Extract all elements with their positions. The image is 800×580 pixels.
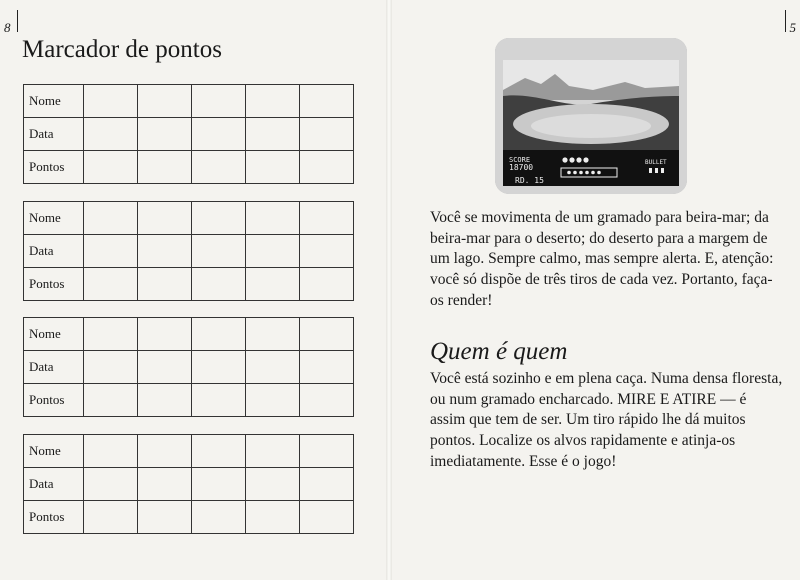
score-cell xyxy=(300,202,354,235)
paragraph-hunting: Você está sozinho e em plena caça. Numa densa floresta, ou num gramado encharcado. MIRE E ATIRE — é assim que tem de ser. Um tiro rápido lhe dá muitos pontos. Localize os alvos rapidamente e atinja-os imediatamente. Esse é o jogo! xyxy=(430,370,783,470)
table-row xyxy=(24,85,354,118)
hit-marker-icon xyxy=(579,171,583,175)
score-cell xyxy=(84,384,138,417)
score-cell xyxy=(246,384,300,417)
row-label: Pontos xyxy=(24,384,84,417)
row-label: Data xyxy=(24,235,84,268)
table-row xyxy=(24,202,354,235)
score-cell xyxy=(138,351,192,384)
score-cell xyxy=(84,235,138,268)
score-cell xyxy=(246,435,300,468)
left-page xyxy=(0,0,388,580)
bullet-icon xyxy=(655,168,658,173)
score-cell xyxy=(138,268,192,301)
duck-icon xyxy=(562,157,567,162)
score-cell xyxy=(84,351,138,384)
score-cell xyxy=(300,151,354,184)
score-cell xyxy=(246,235,300,268)
hit-marker-icon xyxy=(573,171,577,175)
score-cell xyxy=(138,501,192,534)
score-cell xyxy=(300,318,354,351)
table-row xyxy=(24,268,354,301)
page-tick-left xyxy=(17,10,18,32)
score-cell xyxy=(138,235,192,268)
score-cell xyxy=(138,468,192,501)
page-number-left: 8 xyxy=(4,20,11,35)
table-row xyxy=(24,235,354,268)
score-cell xyxy=(84,435,138,468)
table-row xyxy=(24,435,354,468)
game-scene xyxy=(495,38,687,194)
score-cell xyxy=(246,468,300,501)
row-label: Data xyxy=(24,468,84,501)
score-cell xyxy=(192,235,246,268)
score-cell xyxy=(300,85,354,118)
score-cell xyxy=(300,468,354,501)
score-cell xyxy=(192,118,246,151)
hud-round: RD. 15 xyxy=(515,176,544,185)
row-label: Pontos xyxy=(24,151,84,184)
score-cell xyxy=(138,118,192,151)
score-cell xyxy=(192,151,246,184)
score-cell xyxy=(246,118,300,151)
hit-marker-icon xyxy=(567,171,571,175)
row-label: Pontos xyxy=(24,268,84,301)
score-cell xyxy=(84,118,138,151)
table-row xyxy=(24,501,354,534)
table-row xyxy=(24,468,354,501)
table-row xyxy=(24,118,354,151)
score-cell xyxy=(192,435,246,468)
score-cell xyxy=(138,384,192,417)
score-table-2 xyxy=(23,201,354,301)
score-cell xyxy=(300,384,354,417)
row-label: Nome xyxy=(24,318,84,351)
score-cell xyxy=(84,151,138,184)
score-table-4 xyxy=(23,434,354,534)
lake-reflection xyxy=(531,114,651,138)
hud-bullets xyxy=(649,168,664,173)
score-cell xyxy=(192,268,246,301)
score-cell xyxy=(300,268,354,301)
table-row xyxy=(24,151,354,184)
score-cell xyxy=(84,468,138,501)
row-label: Nome xyxy=(24,435,84,468)
row-label: Nome xyxy=(24,85,84,118)
paragraph-movement: Você se movimenta de um gramado para beira-mar; da beira-mar para o deserto; do deserto para a margem de um lago. Sempre calmo, mas sempre alerta. E, atenção: você só dispõe de três tiros de cada vez. Portanto, faça-os render! xyxy=(430,209,774,309)
hud-score-value: 18700 xyxy=(509,163,534,172)
hit-marker-icon xyxy=(591,171,595,175)
row-label: Pontos xyxy=(24,501,84,534)
score-cell xyxy=(246,151,300,184)
duck-icon xyxy=(576,157,581,162)
score-cell xyxy=(300,235,354,268)
hud-bullet-label: BULLET xyxy=(645,159,667,166)
score-cell xyxy=(300,118,354,151)
score-cell xyxy=(192,384,246,417)
table-row xyxy=(24,351,354,384)
score-cell xyxy=(84,501,138,534)
score-cell xyxy=(192,85,246,118)
score-cell xyxy=(84,202,138,235)
score-cell xyxy=(84,85,138,118)
score-table-1 xyxy=(23,84,354,184)
duck-icon xyxy=(569,157,574,162)
score-cell xyxy=(192,468,246,501)
scoreboard-title: Marcador de pontos xyxy=(22,36,222,63)
score-cell xyxy=(138,151,192,184)
row-label: Nome xyxy=(24,202,84,235)
row-label: Data xyxy=(24,118,84,151)
score-cell xyxy=(246,268,300,301)
score-cell xyxy=(138,85,192,118)
score-cell xyxy=(300,501,354,534)
score-cell xyxy=(246,318,300,351)
score-cell xyxy=(84,318,138,351)
score-cell xyxy=(300,435,354,468)
score-cell xyxy=(192,202,246,235)
bullet-icon xyxy=(649,168,652,173)
score-table-3 xyxy=(23,317,354,417)
score-cell xyxy=(246,85,300,118)
page-tick-right xyxy=(785,10,786,32)
score-cell xyxy=(246,351,300,384)
row-label: Data xyxy=(24,351,84,384)
table-row xyxy=(24,318,354,351)
score-cell xyxy=(246,501,300,534)
score-cell xyxy=(300,351,354,384)
score-cell xyxy=(138,202,192,235)
page-number-right: 5 xyxy=(789,20,796,35)
right-page xyxy=(392,0,800,580)
score-cell xyxy=(246,202,300,235)
score-cell xyxy=(192,501,246,534)
table-row xyxy=(24,384,354,417)
section-heading: Quem é quem xyxy=(430,338,568,365)
score-cell xyxy=(138,318,192,351)
hit-marker-icon xyxy=(585,171,589,175)
score-cell xyxy=(138,435,192,468)
game-screenshot xyxy=(495,38,687,194)
bullet-icon xyxy=(661,168,664,173)
duck-icon xyxy=(583,157,588,162)
score-cell xyxy=(84,268,138,301)
hit-marker-icon xyxy=(597,171,601,175)
score-cell xyxy=(192,318,246,351)
hud-score-label: SCORE xyxy=(509,156,531,164)
score-cell xyxy=(192,351,246,384)
